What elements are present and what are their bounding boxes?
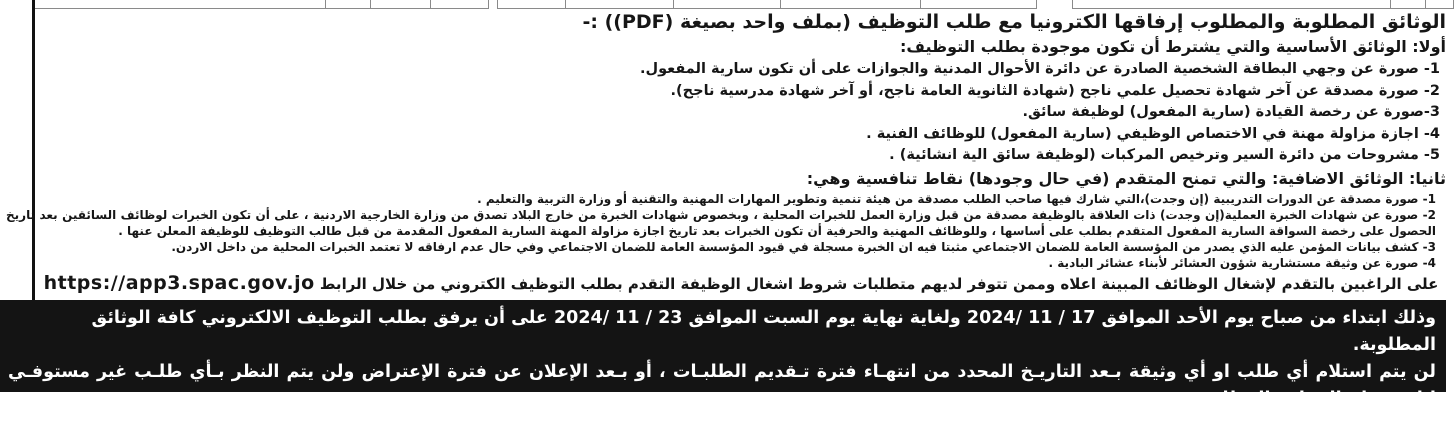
table-remnant-segment [497, 0, 1037, 9]
table-remnant-divider [565, 0, 566, 8]
section2-item-1: 1- صورة مصدقة عن الدورات التدريبية (إن وجدت)،التي شارك فيها صاحب الطلب مصدقة من هيئة تنمية وتطوير المهارات المهنية والتقنية أو وزارة التربية والتعليم . [477, 191, 1436, 206]
section1-item-3: 3-صورة عن رخصة القيادة (سارية المفعول) لوظيفة سائق. [1022, 104, 1440, 120]
document-body [0, 9, 1456, 297]
section2-item-4: 4- صورة عن وثيقة مستشارية شؤون العشائر لأبناء عشائر البادية . [1048, 255, 1436, 270]
notice-line-single-job: بالإعلان، ولا يجوز التقدم لأكثر من وظيفة واحدة. [1018, 416, 1436, 436]
section1-item-5: 5- مشروحات من دائرة السير وترخيص المركبات (لوظيفة سائق الية انشائية) . [889, 147, 1440, 163]
table-remnant-segment [1072, 0, 1454, 9]
table-remnant-divider [1425, 0, 1426, 8]
table-remnant-divider [325, 0, 326, 8]
section1-item-2: 2- صورة مصدقة عن آخر شهادة تحصيل علمي ناجح (شهادة الثانوية العامة ناجح، أو آخر شهادة مدرسية ناجح). [670, 82, 1440, 99]
table-remnant-divider [673, 0, 674, 8]
notice-banner [0, 300, 1446, 436]
table-remnant-divider [780, 0, 781, 8]
table-remnant-divider [920, 0, 921, 8]
section2-item-2: 2- صورة عن شهادات الخبرة العملية(إن وجدت) ذات العلاقة بالوظيفة مصدقة من قبل وزارة العمل للخبرات المحلية ، وبخصوص شهادات الخبرة من خارج البلاد تصدق من وزارة الخارجية الاردنية ، على أن تكون الخبرات لوظائف السائقين بعد تاريخ الحصول على رخصة السواقة السارية المفعول المتقدم بطلب على أساسها ، وللوظائف المهنية والحرفية أن تكون الخبرات بعد تاريخ اجازة مزاولة المهنة السارية المفعول المقدمة من قبل طالب التوظيف للوظيفة المعلن عنها . [6, 207, 1436, 238]
section2-item-3: 3- كشف بيانات المؤمن عليه الذي يصدر من المؤسسة العامة للضمان الاجتماعي مثبتا فيه ان الخبرة مسجلة في قيود المؤسسة العامة للضمان الاجتماعي وفي حال عدم ارفاقه لا تعتمد الخبرات المحلية من داخل الاردن. [171, 239, 1436, 254]
notice-line-conditions: لن يتم استلام أي طلب او أي وثيقة بـعد التاريـخ المحدد من انتهـاء فترة تـقديم الطلبـات ، أو بـعد الإعلان عن فترة الإعتراض ولن يتم النظر بـأي طلـب غير مستوفـي لـلشروط والوثـائق المطلوبـة [8, 362, 1436, 409]
document-title: الوثائق المطلوبة والمطلوب إرفاقها الكترونيا مع طلب التوظيف (بملف واحد بصيغة (PDF)) :- [582, 11, 1446, 33]
section1-heading: أولا: الوثائق الأساسية والتي يشترط أن تكون موجودة بطلب التوظيف: [900, 37, 1446, 56]
apply-instruction-text: على الراغبين بالتقدم لإشغال الوظائف المبينة اعلاه وممن تتوفر لديهم متطلبات شروط اشغال الوظيفة التقدم بطلب التوظيف الكتروني من خلال الرابط [319, 274, 1439, 293]
table-remnant-divider [1390, 0, 1391, 8]
table-remnant-divider [370, 0, 371, 8]
application-url-link[interactable]: https://app3.spac.gov.jo [43, 271, 315, 294]
notice-line-dates: وذلك ابتداء من صباح يوم الأحد الموافق 17 / 11 /2024 ولغاية نهاية يوم السبت الموافق 23 / 11 /2024 على أن يرفق بطلب التوظيف الالكتروني كافة الوثائق المطلوبة. [91, 308, 1436, 355]
table-remnant-segment [33, 0, 489, 9]
section1-item-1: 1- صورة عن وجهي البطاقة الشخصية الصادرة عن دائرة الأحوال المدنية والجوازات على أن تكون سارية المفعول. [639, 61, 1440, 77]
table-remnant-divider [430, 0, 431, 8]
apply-instruction-line [6, 271, 1446, 297]
section2-heading: ثانيا: الوثائق الاضافية: والتي تمنح المتقدم (في حال وجودها) نقاط تنافسية وهي: [806, 168, 1446, 188]
section1-item-4: 4- اجازة مزاولة مهنة في الاختصاص الوظيفي (سارية المفعول) للوظائف الفنية . [866, 125, 1440, 142]
